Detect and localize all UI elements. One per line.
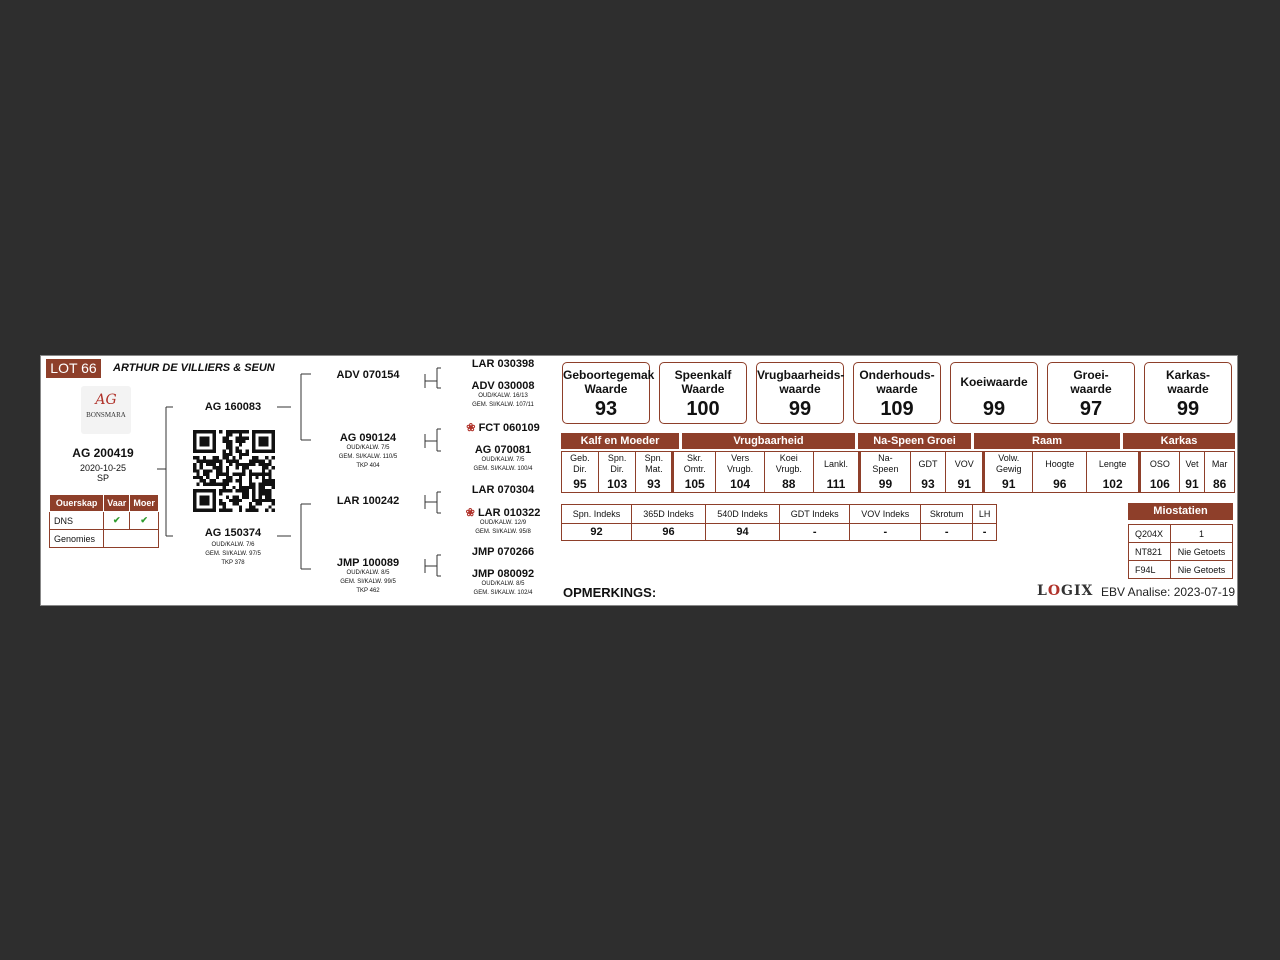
animal-date: 2020-10-25 — [79, 463, 127, 473]
score-label: Groei- waarde — [1070, 368, 1112, 396]
index-label: VOV Indeks — [850, 505, 921, 524]
myostatin-code: Q204X — [1129, 525, 1171, 543]
great-grandparent-line: GEM. SI/KALW. 102/4 — [473, 590, 533, 596]
score-boxes — [562, 362, 1234, 426]
trait-cell — [716, 452, 765, 493]
logo-icon — [81, 386, 131, 434]
trait-cell — [636, 452, 673, 493]
sire-id: AG 160083 — [204, 401, 262, 413]
trait-label: Spn. Dir. — [607, 453, 627, 474]
score-value: 97 — [1079, 398, 1103, 420]
trait-label: Hoogte — [1045, 458, 1075, 469]
great-grandparent-node — [453, 506, 553, 537]
score-box — [756, 362, 844, 424]
lot-number: LOT 66 — [46, 359, 101, 378]
score-box — [562, 362, 655, 424]
ownership-header: Ouerskap — [50, 495, 104, 512]
index-label: 365D Indeks — [632, 505, 706, 524]
trait-value: 93 — [647, 477, 661, 491]
trait-cell — [1087, 452, 1140, 493]
great-grandparent-line: OUD/KALW. 7/5 — [481, 457, 525, 463]
great-grandparent-id: JMP 080092 — [471, 568, 535, 580]
trait-value: 111 — [826, 477, 846, 491]
index-value: - — [779, 524, 849, 541]
great-grandparent-line: GEM. SI/KALW. 95/8 — [475, 529, 531, 535]
trait-label: VOV — [954, 458, 974, 469]
index-label: LH — [973, 505, 997, 524]
great-grandparent-id: AG 070081 — [474, 444, 532, 456]
qr-code-icon — [193, 430, 275, 512]
trait-value: 95 — [573, 477, 587, 491]
index-label: 540D Indeks — [706, 505, 780, 524]
check-icon: ✔ — [130, 512, 159, 530]
trait-table — [561, 451, 1235, 493]
ebv-date: EBV Analise: 2023-07-19 — [1101, 585, 1236, 599]
trait-value: 104 — [730, 477, 751, 491]
brand-letter: O — [1047, 583, 1062, 599]
trait-cell — [598, 452, 636, 493]
great-grandparent-id: JMP 070266 — [471, 546, 535, 558]
trait-value: 106 — [1149, 477, 1170, 491]
logo-text: BONSMARA — [86, 411, 126, 419]
brand-letter: GIX — [1061, 583, 1094, 599]
index-value-row — [562, 524, 997, 541]
trait-value: 96 — [1053, 477, 1067, 491]
group-header: Kalf en Moeder — [561, 433, 679, 449]
score-label: Karkas- waarde — [1165, 368, 1211, 396]
trait-cell — [813, 452, 860, 493]
great-grandparent-line: GEM. SI/KALW. 100/4 — [473, 466, 533, 472]
trait-label: Lengte — [1098, 458, 1127, 469]
great-grandparent-flagged — [453, 506, 553, 519]
myostatin-table — [1128, 524, 1233, 579]
index-value: - — [850, 524, 921, 541]
granddam-line: OUD/KALW. 7/5 — [346, 445, 390, 451]
myostatin-code: NT821 — [1129, 543, 1171, 561]
myostatin-code: F94L — [1129, 561, 1171, 579]
myostatin-title: Miostatien — [1128, 503, 1233, 520]
score-value: 109 — [880, 398, 914, 420]
trait-cell — [860, 452, 910, 493]
score-label: Speenkalf Waarde — [674, 368, 732, 396]
trait-label: Mar — [1211, 458, 1228, 469]
trait-label: GDT — [918, 458, 938, 469]
trait-cell — [562, 452, 599, 493]
trait-value: 103 — [607, 477, 628, 491]
great-grandparent-line: OUD/KALW. 12/9 — [479, 520, 527, 526]
great-grandparent-line: GEM. SI/KALW. 107/11 — [472, 402, 534, 408]
score-box — [659, 362, 747, 424]
trait-label: OSO — [1149, 458, 1170, 469]
trait-value: 91 — [957, 477, 971, 491]
index-label: Spn. Indeks — [562, 505, 632, 524]
brand-logo — [1037, 583, 1093, 599]
great-grandparent-line: OUD/KALW. 8/5 — [481, 581, 525, 587]
index-value: 94 — [706, 524, 780, 541]
trait-label: Vers Vrugb. — [727, 453, 754, 474]
score-value: 99 — [788, 398, 812, 420]
trait-label: Lankl. — [823, 458, 849, 469]
dam-line: OUD/KALW. 7/6 — [211, 542, 255, 548]
index-table — [561, 504, 997, 541]
trait-cell — [1205, 452, 1235, 493]
granddam-line: OUD/KALW. 8/5 — [346, 570, 390, 576]
granddam-line: TKP 462 — [356, 588, 380, 594]
granddam-line: TKP 404 — [356, 463, 380, 469]
trait-label: Koei Vrugb. — [775, 453, 802, 474]
score-box — [853, 362, 941, 424]
great-grandparent-id: ADV 030008 — [471, 380, 535, 392]
trait-cell — [673, 452, 716, 493]
ownership-cell — [130, 530, 159, 548]
group-header: Na-Speen Groei — [858, 433, 971, 449]
grandsire-id: LAR 100242 — [336, 495, 400, 507]
animal-id: AG 200419 — [72, 446, 134, 460]
index-label: Skrotum — [921, 505, 973, 524]
great-grandparent-id: FCT 060109 — [478, 422, 540, 434]
great-grandparent-node — [453, 444, 553, 474]
score-label: Koeiwaarde — [960, 375, 1028, 389]
trait-value: 93 — [921, 477, 935, 491]
ownership-header: Vaar — [104, 495, 130, 512]
granddam-id: AG 090124 — [339, 432, 397, 444]
dam-id: AG 150374 — [204, 527, 262, 539]
great-grandparent-line: OUD/KALW. 16/13 — [478, 393, 528, 399]
trait-value: 91 — [1002, 477, 1016, 491]
trait-value: 86 — [1212, 477, 1227, 491]
great-grandparent-node — [453, 568, 553, 598]
trait-cell — [1179, 452, 1205, 493]
group-header: Karkas — [1123, 433, 1235, 449]
logo-mark: AG — [95, 392, 117, 408]
trait-value: 105 — [684, 477, 705, 491]
index-value: - — [973, 524, 997, 541]
score-label: Vrugbaarheids- waarde — [757, 368, 845, 396]
trait-value: 102 — [1102, 477, 1123, 491]
animal-breed-code: SP — [96, 473, 109, 483]
index-value: 96 — [632, 524, 706, 541]
trait-cell — [910, 452, 946, 493]
great-grandparent-node — [453, 380, 553, 410]
myostatin-result: 1 — [1171, 525, 1233, 543]
trait-label: Volw. Gewig — [995, 453, 1022, 474]
granddam-id: JMP 100089 — [336, 557, 400, 569]
ownership-label: Genomies — [50, 530, 104, 548]
trait-value: 99 — [878, 477, 893, 491]
score-box — [1144, 362, 1232, 424]
myostatin-result: Nie Getoets — [1171, 561, 1233, 579]
granddam-node — [323, 557, 413, 596]
check-icon: ✔ — [104, 512, 130, 530]
group-header: Raam — [974, 433, 1120, 449]
trait-label: Skr. Omtr. — [683, 453, 706, 474]
flag-icon: ❀ — [465, 507, 475, 519]
dam-line: GEM. SI/KALW. 97/5 — [205, 551, 261, 557]
score-value: 100 — [686, 398, 720, 420]
great-grandparent-id: LAR 010322 — [477, 507, 541, 519]
score-value: 93 — [594, 398, 618, 420]
trait-cell — [764, 452, 813, 493]
group-header: Vrugbaarheid — [682, 433, 855, 449]
granddam-node — [323, 432, 413, 471]
trait-cell — [946, 452, 984, 493]
index-value: - — [921, 524, 973, 541]
score-label: Onderhouds- waarde — [859, 368, 935, 396]
ownership-table — [49, 494, 159, 548]
remarks-label: OPMERKINGS: — [563, 585, 657, 600]
trait-label: Spn. Mat. — [644, 453, 664, 474]
great-grandparent-id: LAR 030398 — [471, 358, 535, 370]
owner-name: ARTHUR DE VILLIERS & SEUN — [113, 362, 275, 374]
trait-value: 91 — [1185, 477, 1199, 491]
flag-icon: ❀ — [466, 422, 476, 434]
ownership-cell — [104, 530, 130, 548]
trait-label: Vet — [1185, 458, 1199, 469]
granddam-line: GEM. SI/KALW. 99/5 — [340, 579, 396, 585]
ownership-header: Moer — [130, 495, 159, 512]
index-label: GDT Indeks — [779, 505, 849, 524]
animal-info — [63, 446, 143, 483]
grandsire-id: ADV 070154 — [336, 369, 400, 381]
score-value: 99 — [982, 398, 1006, 420]
index-label-row — [562, 505, 997, 524]
lot-card — [40, 355, 1238, 606]
dam-line: TKP 378 — [221, 560, 245, 566]
index-value: 92 — [562, 524, 632, 541]
trait-row — [562, 452, 1235, 493]
ownership-label: DNS — [50, 512, 104, 530]
granddam-line: GEM. SI/KALW. 110/5 — [338, 454, 398, 460]
score-value: 99 — [1176, 398, 1200, 420]
great-grandparent-id: LAR 070304 — [471, 484, 535, 496]
trait-cell — [1033, 452, 1087, 493]
great-grandparent-node — [453, 421, 553, 434]
score-label: Geboortegemak Waarde — [563, 368, 655, 396]
dam-node — [193, 527, 273, 568]
score-box — [950, 362, 1038, 424]
trait-cell — [984, 452, 1033, 493]
myostatin-result: Nie Getoets — [1171, 543, 1233, 561]
score-box — [1047, 362, 1135, 424]
trait-label: Geb. Dir. — [570, 453, 590, 474]
trait-cell — [1140, 452, 1179, 493]
trait-value: 88 — [782, 477, 796, 491]
trait-label: Na- Speen — [872, 453, 899, 474]
brand-letter: L — [1037, 583, 1048, 599]
